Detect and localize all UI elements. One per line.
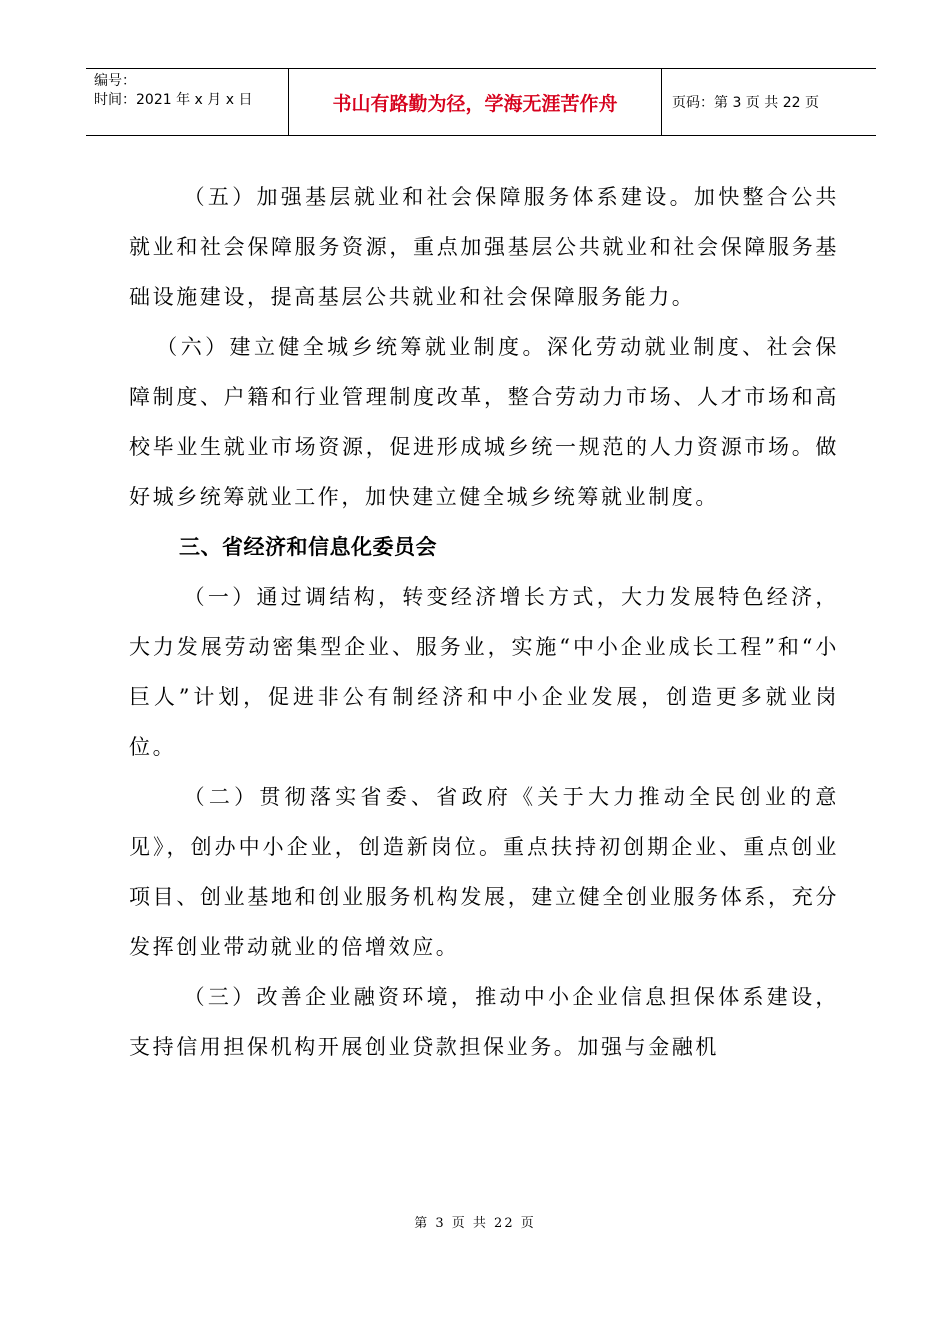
- paragraph: （二）贯彻落实省委、省政府《关于大力推动全民创业的意见》，创办中小企业，创造新岗位。重点扶持初创期企业、重点创业项目、创业基地和创业服务机构发展，建立健全创业服务体系，充分发挥创业带动就业的倍增效应。: [129, 785, 839, 959]
- document-time-label: 时间：2021 年 x 月 x 日: [94, 92, 253, 108]
- header-meta: [86, 69, 288, 135]
- section-heading: 三、省经济和信息化委员会: [179, 535, 437, 559]
- document-number-label: 编号：: [94, 73, 136, 89]
- header-page-label: 页码：第 3 页 共 22 页: [672, 95, 819, 111]
- paragraph: （五）加强基层就业和社会保障服务体系建设。加快整合公共就业和社会保障服务资源，重点加强基层公共就业和社会保障服务基础设施建设，提高基层公共就业和社会保障服务能力。: [129, 185, 839, 309]
- page-header: [86, 68, 876, 136]
- header-motto: 书山有路勤为径，学海无涯苦作舟: [288, 69, 662, 135]
- paragraph: （六）建立健全城乡统筹就业制度。深化劳动就业制度、社会保障制度、户籍和行业管理制度改革，整合劳动力市场、人才市场和高校毕业生就业市场资源，促进形成城乡统一规范的人力资源市场。做好城乡统筹就业工作，加快建立健全城乡统筹就业制度。: [129, 335, 839, 509]
- paragraph: （三）改善企业融资环境，推动中小企业信息担保体系建设，支持信用担保机构开展创业贷款担保业务。加强与金融机: [129, 985, 839, 1059]
- page-footer: 第 3 页 共 22 页: [414, 1216, 536, 1231]
- document-body: [129, 172, 839, 1072]
- paragraph: （一）通过调结构，转变经济增长方式，大力发展特色经济，大力发展劳动密集型企业、服务业，实施“中小企业成长工程”和“小巨人”计划，促进非公有制经济和中小企业发展，创造更多就业岗位。: [129, 585, 839, 759]
